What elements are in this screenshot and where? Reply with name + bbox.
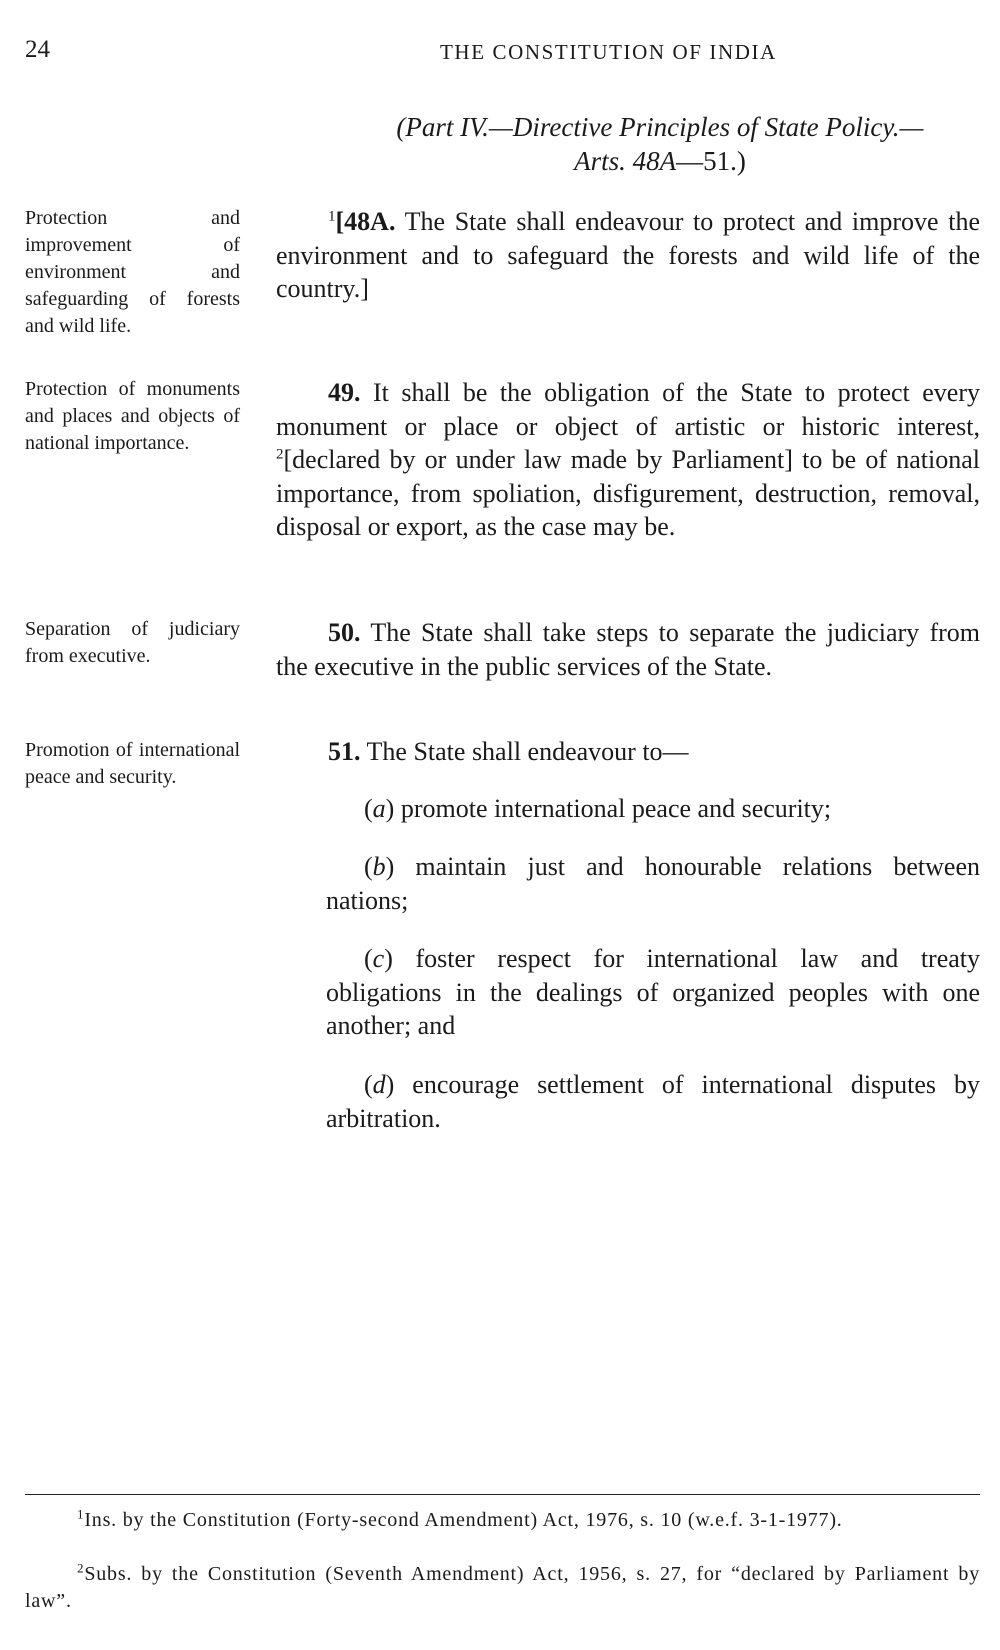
clause-c-open: ( [364, 944, 373, 973]
footnote-2-text: Subs. by the Constitution (Seventh Amendment) Act, 1956, s. 27, for “declared by Parliament by law”. [25, 1563, 980, 1612]
footnote-2 [25, 1561, 980, 1615]
article-50 [276, 616, 980, 683]
clause-a [326, 792, 980, 826]
article-48a-text: The State shall endeavour to protect and improve the environment and to safeguard the forests and wild life of the country.] [276, 207, 980, 303]
article-49 [276, 376, 980, 544]
part-heading-line-2 [300, 144, 1000, 178]
marginal-note-49: Protection of monuments and places and objects of national importance. [25, 378, 240, 454]
marginal-note-48a: Protection and improvement of environment and safeguarding of forests and wild life. [25, 207, 240, 337]
footnote-ref-1: 1 [328, 208, 336, 225]
clause-b [326, 850, 980, 917]
article-49-text-after: [declared by or under law made by Parliament] to be of national importance, from spoliation, disfigurement, destruction, removal, disposal or export, as the case may be. [276, 445, 980, 541]
article-50-text: The State shall take steps to separate the judiciary from the executive in the public services of the State. [276, 618, 980, 681]
clause-a-open: ( [364, 794, 373, 823]
marginal-note-51: Promotion of international peace and security. [25, 739, 240, 788]
clause-a-letter: a [372, 794, 386, 823]
footnote-1 [25, 1507, 980, 1534]
running-title: THE CONSTITUTION OF INDIA [440, 40, 777, 64]
part-heading-end: —51.) [676, 146, 746, 176]
article-49-number: 49. [328, 378, 361, 407]
article-51 [276, 735, 980, 769]
clause-b-text: maintain just and honourable relations between nations; [326, 852, 980, 915]
footnote-1-text: Ins. by the Constitution (Forty-second Amendment) Act, 1976, s. 10 (w.e.f. 3-1-1977). [84, 1509, 843, 1531]
article-48a-number: 48A. [344, 207, 396, 236]
article-51-number: 51. [328, 737, 361, 766]
clause-b-close: ) [385, 852, 395, 881]
clause-d-close: ) [385, 1070, 395, 1099]
article-48a-bracket: [ [335, 207, 345, 236]
part-heading-arts: Arts. 48 [574, 146, 660, 176]
part-heading [300, 110, 1000, 178]
clause-a-close: ) [385, 794, 395, 823]
article-50-number: 50. [328, 618, 361, 647]
footnote-2-mark: 2 [77, 1560, 85, 1576]
footnote-ref-2: 2 [276, 446, 284, 463]
article-48a [276, 205, 980, 306]
article-49-text-before: It shall be the obligation of the State to protect every monument or place or object of artistic or historic interest, [276, 378, 980, 441]
clause-c [326, 942, 980, 1043]
clause-b-open: ( [364, 852, 373, 881]
clause-c-letter: c [372, 944, 385, 973]
marginal-note-50: Separation of judiciary from executive. [25, 618, 240, 667]
part-heading-a: A [659, 146, 677, 176]
part-heading-line-1: (Part IV.—Directive Principles of State Policy.— [396, 112, 924, 142]
clause-b-letter: b [372, 852, 386, 881]
article-51-text: The State shall endeavour to— [360, 737, 689, 766]
clause-c-text: foster respect for international law and treaty obligations in the dealings of organized peoples with one another; and [326, 944, 980, 1040]
page-number: 24 [25, 36, 50, 63]
clause-a-text: promote international peace and security; [394, 794, 832, 823]
clause-d-open: ( [364, 1070, 373, 1099]
clause-d-text: encourage settlement of international disputes by arbitration. [326, 1070, 980, 1133]
footnote-rule [25, 1494, 980, 1495]
clause-d-letter: d [372, 1070, 386, 1099]
clause-d [326, 1068, 980, 1135]
clause-c-close: ) [384, 944, 393, 973]
footnote-1-mark: 1 [77, 1506, 85, 1522]
